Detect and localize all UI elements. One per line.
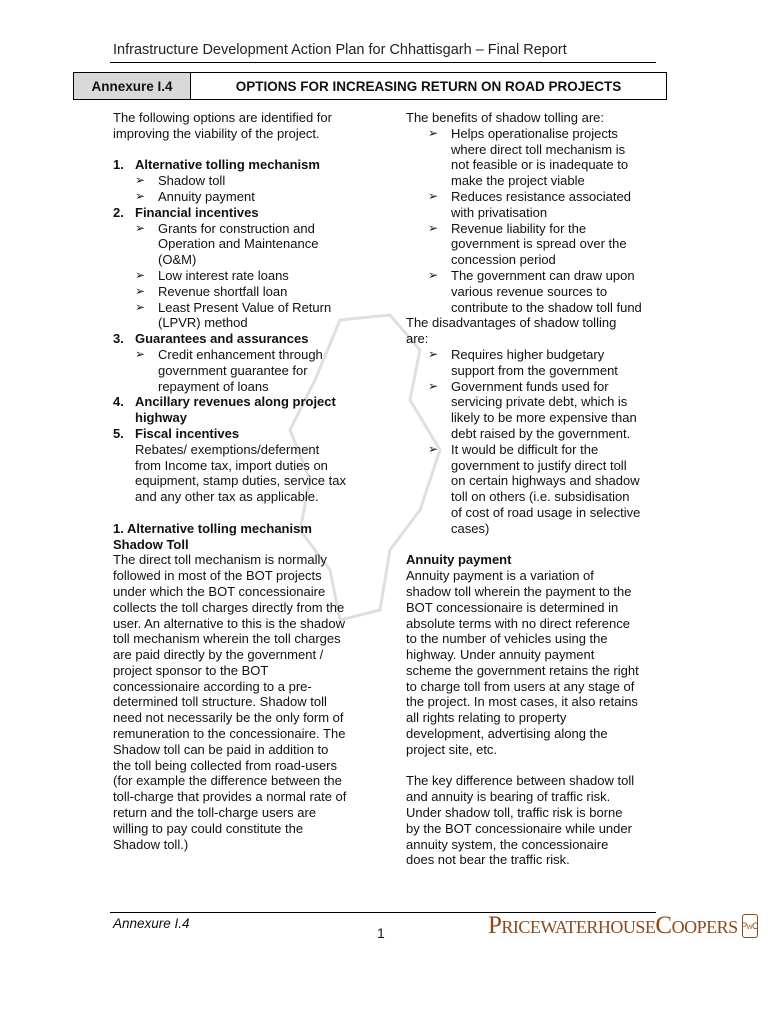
report-header-title: Infrastructure Development Action Plan for Chhattisgarh – Final Report: [113, 42, 567, 58]
option-body: Rebates/ exemptions/deferment from Income tax, import duties on equipment, stamp duties, service tax and any other tax as applicable.: [135, 441, 346, 505]
body-line: The key difference between shadow toll: [406, 773, 635, 789]
body-line: followed in most of the BOT projects: [113, 568, 322, 584]
page-number: 1: [377, 925, 385, 941]
footer-annex-label: Annexure I.4: [113, 916, 190, 931]
bullet-arrow-icon: ➢: [428, 378, 439, 393]
body-line: toll mechanism wherein the toll charges: [113, 631, 341, 647]
bullet-arrow-icon: ➢: [428, 441, 439, 456]
body-line: need not necessarily be the only form of: [113, 710, 344, 726]
bullet-arrow-icon: ➢: [428, 346, 439, 361]
benefits-list: [406, 126, 660, 316]
benefits-intro: The benefits of shadow tolling are:: [406, 110, 605, 125]
list-item: ➢ Government funds used for servicing private debt, which is likely to be more expensive than debt raised by the government.: [428, 378, 637, 441]
list-item: ➢ Reduces resistance associated with privatisation: [428, 188, 631, 220]
list-item: ➢ Revenue liability for the government is spread over the concession period: [428, 220, 627, 268]
body-line: does not bear the traffic risk.: [406, 852, 570, 868]
body-line: user. An alternative to this is the shadow: [113, 615, 345, 631]
annex-label: Annexure I.4: [74, 73, 191, 99]
option-heading: [113, 426, 375, 442]
option-heading: 4. Ancillary revenues along project highway: [113, 394, 336, 426]
pwc-logo-text: PricewaterhouseCoopers: [488, 912, 738, 939]
list-item: ➢ Credit enhancement through government guarantee for repayment of loans: [135, 346, 323, 394]
body-line: Annuity payment is a variation of: [406, 568, 594, 584]
bullet-arrow-icon: ➢: [428, 125, 439, 140]
body-line: The direct toll mechanism is normally: [113, 552, 327, 568]
disadvantages-intro: are:: [406, 331, 429, 347]
body-line: under which the BOT concessionaire: [113, 583, 326, 599]
body-line: scheme the government retains the right: [406, 662, 639, 678]
list-item: ➢ Annuity payment: [135, 188, 255, 204]
list-item: ➢ Low interest rate loans: [135, 267, 289, 283]
body-line: (for example the difference between the: [113, 773, 342, 789]
body-line: are paid directly by the government /: [113, 647, 324, 663]
body-line: return and the toll-charge users are: [113, 805, 317, 821]
option-number: 1.: [113, 157, 124, 173]
section-heading: 1. Alternative tolling mechanism: [113, 520, 312, 536]
difference-body: [406, 773, 660, 868]
body-line: and annuity is bearing of traffic risk.: [406, 789, 611, 805]
option-number: 4.: [113, 394, 124, 410]
annuity-body: [406, 568, 660, 758]
list-item: ➢ Helps operationalise projects where direct toll mechanism is not feasible or is inadequate to make the project viable: [428, 125, 629, 189]
intro-line: improving the viability of the project.: [113, 125, 320, 141]
bullet-arrow-icon: ➢: [135, 283, 146, 298]
bullet-arrow-icon: ➢: [428, 267, 439, 282]
disadvantages-intro: The disadvantages of shadow tolling: [406, 315, 617, 331]
body-line: absolute terms with no direct reference: [406, 615, 630, 631]
option-number: 5.: [113, 425, 124, 441]
pwc-logo: [488, 912, 758, 940]
list-item: ➢ Grants for construction and Operation and Maintenance (O&M): [135, 220, 319, 268]
body-line: BOT concessionaire is determined in: [406, 599, 619, 615]
option-heading: [113, 157, 375, 173]
bullet-arrow-icon: ➢: [135, 188, 146, 203]
body-line: Shadow toll.): [113, 836, 189, 852]
bullet-arrow-icon: ➢: [135, 267, 146, 282]
option-heading: [113, 331, 375, 347]
option-title: Financial incentives: [135, 204, 259, 220]
list-item: ➢ Requires higher budgetary support from the government: [428, 346, 618, 378]
pwc-seal-icon: PwC: [742, 914, 758, 938]
option-title: Fiscal incentives: [135, 425, 240, 441]
body-line: highway. Under annuity payment: [406, 647, 595, 663]
bullet-arrow-icon: ➢: [135, 220, 146, 235]
option-title: Alternative tolling mechanism: [135, 157, 320, 173]
body-line: toll-charge that provides a normal rate of: [113, 789, 347, 805]
left-column: [113, 110, 375, 852]
bullet-arrow-icon: ➢: [135, 173, 146, 188]
list-item: ➢ The government can draw upon various revenue sources to contribute to the shadow toll fund: [428, 267, 642, 315]
body-line: to charge toll from users at any stage of: [406, 678, 635, 694]
bullet-arrow-icon: ➢: [135, 346, 146, 361]
bullet-arrow-icon: ➢: [428, 220, 439, 235]
body-line: determined toll structure. Shadow toll: [113, 694, 327, 710]
body-line: development, advertising along the: [406, 726, 608, 742]
option-title: Ancillary revenues along project: [135, 394, 336, 410]
option-title: Guarantees and assurances: [135, 331, 309, 347]
option-heading: [113, 205, 375, 221]
annex-title-box: [73, 72, 667, 100]
section-subheading: Shadow Toll: [113, 536, 189, 552]
disadvantages-list: [406, 347, 660, 537]
body-line: annuity system, the concessionaire: [406, 836, 609, 852]
body-line: project sponsor to the BOT: [113, 662, 269, 678]
body-line: Shadow toll can be paid in addition to: [113, 741, 329, 757]
body-line: by the BOT concessionaire while under: [406, 820, 632, 836]
header-rule: [110, 62, 656, 63]
body-line: Under shadow toll, traffic risk is borne: [406, 805, 623, 821]
body-line: all rights relating to property: [406, 710, 567, 726]
body-line: collects the toll charges directly from the: [113, 599, 345, 615]
option-number: 2.: [113, 204, 124, 220]
right-column: [406, 110, 660, 868]
bullet-arrow-icon: ➢: [428, 188, 439, 203]
body-line: project site, etc.: [406, 741, 498, 757]
intro-line: The following options are identified for: [113, 110, 332, 125]
list-item: ➢ Least Present Value of Return (LPVR) method: [135, 299, 332, 331]
body-line: to the number of vehicles using the: [406, 631, 608, 647]
body-line: willing to pay could constitute the: [113, 820, 304, 836]
bullet-arrow-icon: ➢: [135, 299, 146, 314]
body-line: the project. In most cases, it also retains: [406, 694, 638, 710]
annuity-heading: Annuity payment: [406, 552, 512, 568]
body-line: remuneration to the concessionaire. The: [113, 726, 346, 742]
list-item: ➢ Revenue shortfall loan: [135, 283, 288, 299]
body-line: shadow toll wherein the payment to the: [406, 583, 632, 599]
body-line: the toll being collected from road-users: [113, 757, 338, 773]
option-number: 3.: [113, 331, 124, 347]
body-line: concessionaire according to a pre-: [113, 678, 312, 694]
list-item: ➢ Shadow toll: [135, 173, 226, 189]
list-item: ➢ It would be difficult for the government to justify direct toll on certain highways and shadow toll on others (i.e. subsidisation of cost of road usage in selective cases): [428, 441, 641, 536]
annex-heading: OPTIONS FOR INCREASING RETURN ON ROAD PROJECTS: [235, 78, 622, 94]
section-body: [113, 552, 375, 852]
